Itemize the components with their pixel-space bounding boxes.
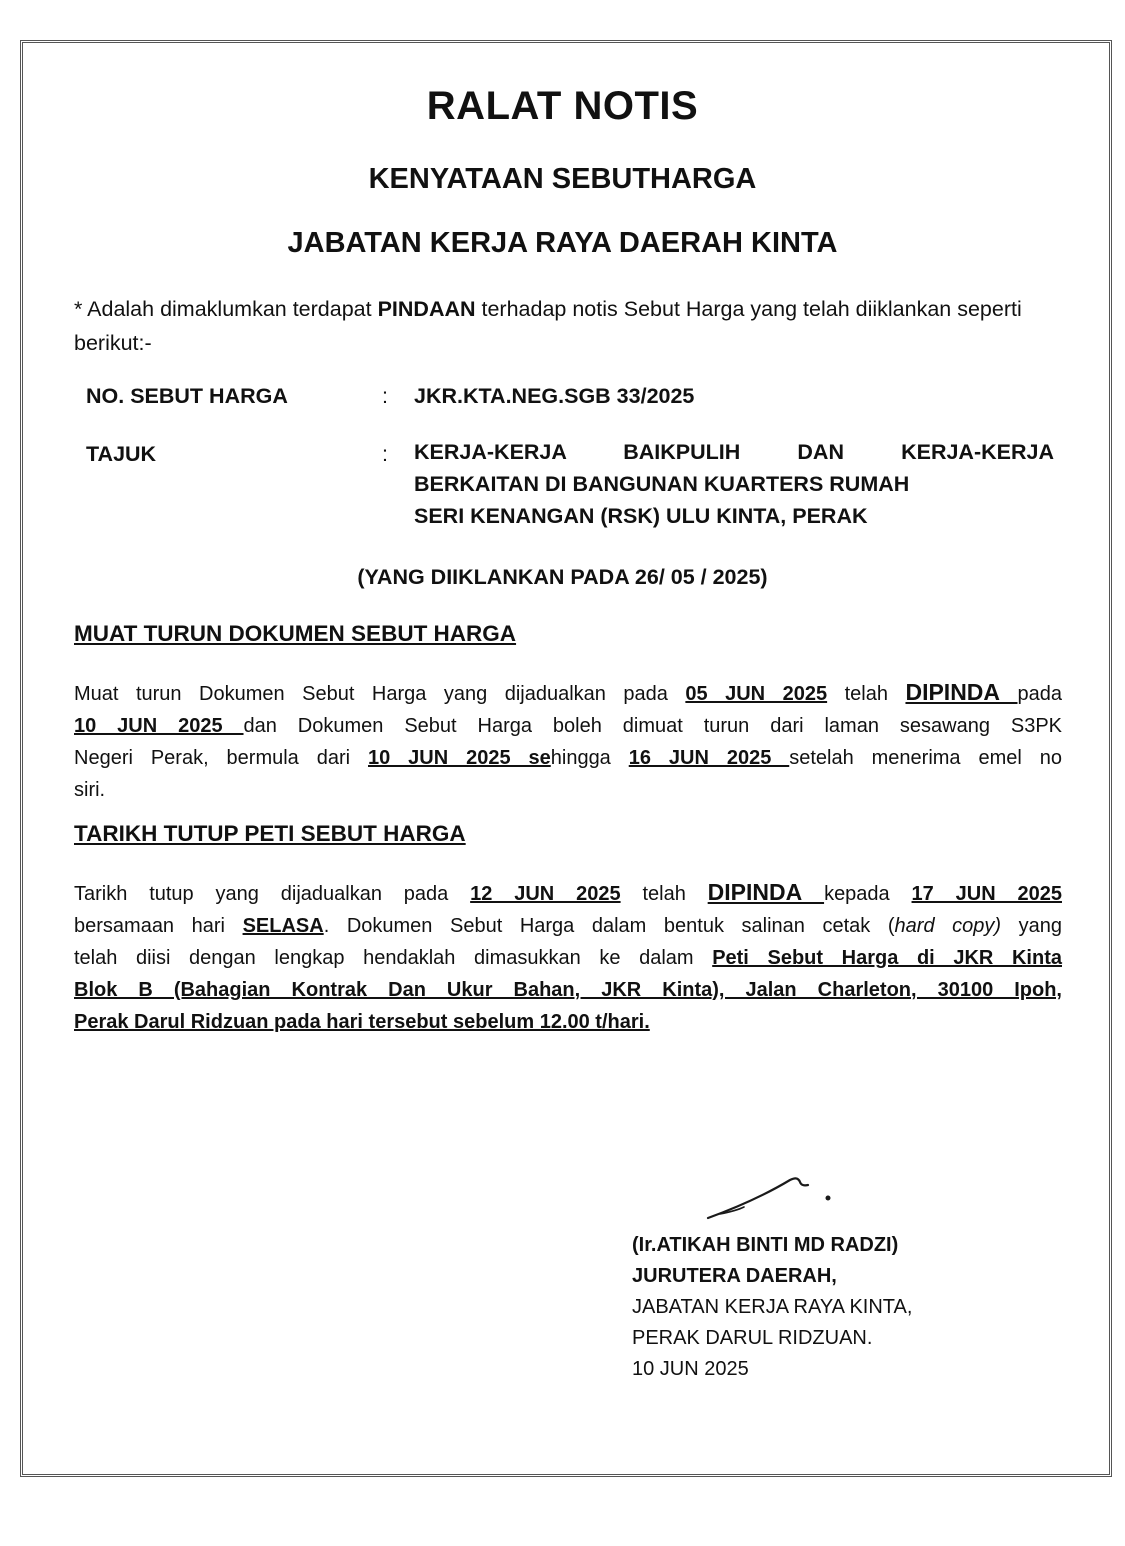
signer-state: PERAK DARUL RIDZUAN. bbox=[632, 1327, 873, 1349]
title-value bbox=[414, 436, 1054, 532]
download-line-3: Negeri Perak, bermula dari 10 JUN 2025 sehingga 16 JUN 2025 setelah menerima emel no bbox=[74, 747, 1062, 769]
closing-line-1: Tarikh tutup yang dijadualkan pada 12 JUN 2025 telah DIPINDA kepada 17 JUN 2025 bbox=[74, 879, 1062, 905]
signer-position: JURUTERA DAERAH, bbox=[632, 1265, 837, 1287]
title-line-2: BERKAITAN DI BANGUNAN KUARTERS RUMAH bbox=[414, 472, 910, 496]
quotation-number-value: JKR.KTA.NEG.SGB 33/2025 bbox=[414, 384, 695, 408]
section-heading-download: MUAT TURUN DOKUMEN SEBUT HARGA bbox=[74, 621, 517, 646]
section-heading-closing: TARIKH TUTUP PETI SEBUT HARGA bbox=[74, 821, 466, 846]
document-subtitle: KENYATAAN SEBUTHARGA bbox=[368, 163, 757, 195]
intro-paragraph bbox=[74, 292, 1062, 360]
closing-line-4: Blok B (Bahagian Kontrak Dan Ukur Bahan, JKR Kinta), Jalan Charleton, 30100 Ipoh, bbox=[74, 979, 1062, 1001]
closing-line-3: telah diisi dengan lengkap hendaklah dimasukkan ke dalam Peti Sebut Harga di JKR Kinta bbox=[74, 947, 1062, 969]
title-line-1: KERJA-KERJA BAIKPULIH DAN KERJA-KERJA bbox=[414, 440, 1054, 464]
colon: : bbox=[382, 442, 388, 466]
document-title: RALAT NOTIS bbox=[426, 84, 699, 128]
department-heading: JABATAN KERJA RAYA DAERAH KINTA bbox=[287, 227, 838, 259]
advertised-date: (YANG DIIKLANKAN PADA 26/ 05 / 2025) bbox=[357, 565, 768, 589]
closing-line-2: bersamaan hari SELASA. Dokumen Sebut Harga dalam bentuk salinan cetak (hard copy) yang bbox=[74, 915, 1062, 937]
quotation-number-label: NO. SEBUT HARGA bbox=[86, 384, 288, 408]
title-line-3: SERI KENANGAN (RSK) ULU KINTA, PERAK bbox=[414, 504, 868, 528]
closing-line-5: Perak Darul Ridzuan pada hari tersebut sebelum 12.00 t/hari. bbox=[74, 1011, 650, 1033]
intro-text: * Adalah dimaklumkan terdapat bbox=[74, 297, 378, 321]
signature-image bbox=[700, 1170, 850, 1230]
closing-paragraph bbox=[74, 876, 1062, 1038]
amendment-keyword: PINDAAN bbox=[377, 297, 476, 321]
signer-department: JABATAN KERJA RAYA KINTA, bbox=[632, 1296, 913, 1318]
download-line-4: siri. bbox=[74, 779, 106, 801]
download-line-1: Muat turun Dokumen Sebut Harga yang dijadualkan pada 05 JUN 2025 telah DIPINDA pada bbox=[74, 679, 1062, 705]
download-paragraph bbox=[74, 676, 1062, 806]
signer-name: (Ir.ATIKAH BINTI MD RADZI) bbox=[632, 1234, 899, 1256]
colon: : bbox=[382, 384, 388, 408]
download-line-2: 10 JUN 2025 dan Dokumen Sebut Harga boleh dimuat turun dari laman sesawang S3PK bbox=[74, 715, 1063, 737]
signature-block bbox=[632, 1230, 912, 1385]
signature-date: 10 JUN 2025 bbox=[632, 1358, 749, 1380]
title-label: TAJUK bbox=[86, 442, 157, 466]
intro-text-end: terhadap notis Sebut Harga yang telah diiklankan seperti berikut:- bbox=[74, 297, 1022, 355]
